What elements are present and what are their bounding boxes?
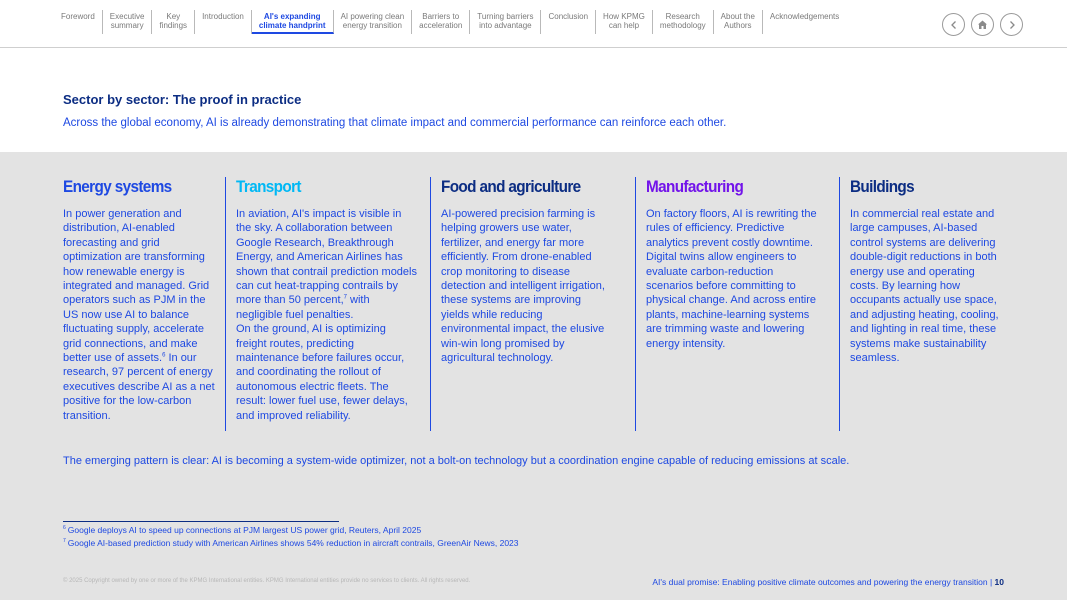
sector-body: In commercial real estate and large campuses, AI-based control systems are delivering double-digit reductions in both energy use and operating costs. By learning how occupants actually use space, and adjusting heating, cooling, and lighting in real time, these systems make sustainability seamless. (850, 208, 999, 365)
sector-title: Food and agriculture (441, 177, 581, 196)
nav-item-foreword[interactable]: Foreword (54, 10, 103, 34)
nav-item-executive-summary[interactable]: Executive summary (103, 10, 153, 34)
nav-item-research-methodology[interactable]: Research methodology (653, 10, 714, 34)
nav-item-barriers-to-acceleration[interactable]: Barriers to acceleration (412, 10, 470, 34)
home-button[interactable] (971, 13, 994, 36)
sector-body: In aviation, AI's impact is visible in the sky. A collaboration between Google Research, Breakthrough Energy, and American Airlines has shown that contrail prediction models can cut heat-trapping contrails by more than 50 percent,$^7$ with negligible fuel penalties. (236, 208, 417, 321)
previous-page-button[interactable] (942, 13, 965, 36)
footer-title: AI's dual promise: Enabling positive climate outcomes and powering the energy transition | 10 (652, 577, 1004, 587)
sector-transport (236, 177, 418, 431)
sector-food-and-agriculture (441, 177, 611, 431)
chevron-left-icon (949, 20, 959, 30)
section-heading: Sector by sector: The proof in practice (63, 92, 302, 107)
nav-item-ai-expanding-climate-handprint[interactable]: AI's expanding climate handprint (252, 10, 334, 34)
sector-title: Transport (236, 177, 301, 196)
section-nav (54, 10, 846, 34)
chevron-right-icon (1007, 20, 1017, 30)
column-divider (839, 177, 840, 431)
nav-item-acknowledgements[interactable]: Acknowledgements (769, 12, 840, 21)
column-divider (225, 177, 226, 431)
sector-energy-systems (63, 177, 221, 431)
sector-title: Energy systems (63, 177, 172, 196)
sector-title: Buildings (850, 177, 915, 196)
next-page-button[interactable] (1000, 13, 1023, 36)
sector-body: AI-powered precision farming is helping growers use water, fertilizer, and energy far more efficiently. From drone-enabled crop monitoring to disease detection and intelligent irrigation, these systems are improving yields while reducing environmental impact, the elusive win-win long promised by agricultural technology. (441, 208, 605, 365)
column-divider (430, 177, 431, 431)
footnote-separator (63, 521, 339, 522)
nav-item-key-findings[interactable]: Key findings (152, 10, 195, 34)
nav-item-introduction[interactable]: Introduction (195, 10, 252, 34)
page-number: 10 (994, 577, 1004, 587)
section-lead: Across the global economy, AI is already demonstrating that climate impact and commercial performance can reinforce each other. (63, 117, 727, 129)
intro-section (0, 48, 1067, 152)
sector-body: In power generation and distribution, AI-enabled forecasting and grid optimization are transforming how renewable energy is integrated and managed. Grid operators such as PJM in the US now use AI to balance fluctuating supply, accelerate grid connections, and make better use of assets.$^6$ In our research, 97 percent of energy executives describe AI as a net positive for the low-carbon transition. (63, 208, 215, 422)
nav-item-about-the-authors[interactable]: About the Authors (714, 10, 763, 34)
sector-buildings (850, 177, 1000, 431)
sector-body: On factory floors, AI is rewriting the rules of efficiency. Predictive analytics prevent costly downtime. Digital twins allow engineers to evaluate carbon-reduction scenarios before committing to physical change. And across entire plants, machine-learning systems are trimming waste and lowering energy intensity. (646, 208, 817, 350)
footnote-ref[interactable]: 7 (343, 294, 347, 301)
footnote-7: $^7$ Google AI-based prediction study with American Airlines shows 54% reduction in aircraft contrails, GreenAir News, 2023 (63, 538, 519, 548)
page-navigation-buttons (942, 13, 1023, 36)
nav-item-how-kpmg-can-help[interactable]: How KPMG can help (596, 10, 653, 34)
summary-statement: The emerging pattern is clear: AI is becoming a system-wide optimizer, not a bolt-on technology but a coordination engine capable of reducing emissions at scale. (63, 455, 850, 467)
home-icon (977, 19, 988, 30)
sectors-section (0, 152, 1067, 600)
nav-item-ai-powering-clean-energy[interactable]: AI powering clean energy transition (334, 10, 413, 34)
top-navigation (0, 0, 1067, 48)
copyright-notice: © 2025 Copyright owned by one or more of the KPMG International entities. KPMG International entities provide no services to clients. All rights reserved. (63, 578, 471, 584)
sector-title: Manufacturing (646, 177, 744, 196)
nav-item-conclusion[interactable]: Conclusion (541, 10, 596, 34)
column-divider (635, 177, 636, 431)
sector-body-2: On the ground, AI is optimizing freight routes, predicting maintenance before failures occur, and coordinating the rollout of autonomous electric fleets. The result: lower fuel use, fewer delays, and improved reliability. (236, 323, 408, 422)
nav-item-turning-barriers[interactable]: Turning barriers into advantage (470, 10, 541, 34)
footnote-ref[interactable]: 6 (162, 352, 166, 359)
footnote-6: $^6$ Google deploys AI to speed up connections at PJM largest US power grid, Reuters, April 2025 (63, 525, 422, 535)
sector-manufacturing (646, 177, 818, 431)
